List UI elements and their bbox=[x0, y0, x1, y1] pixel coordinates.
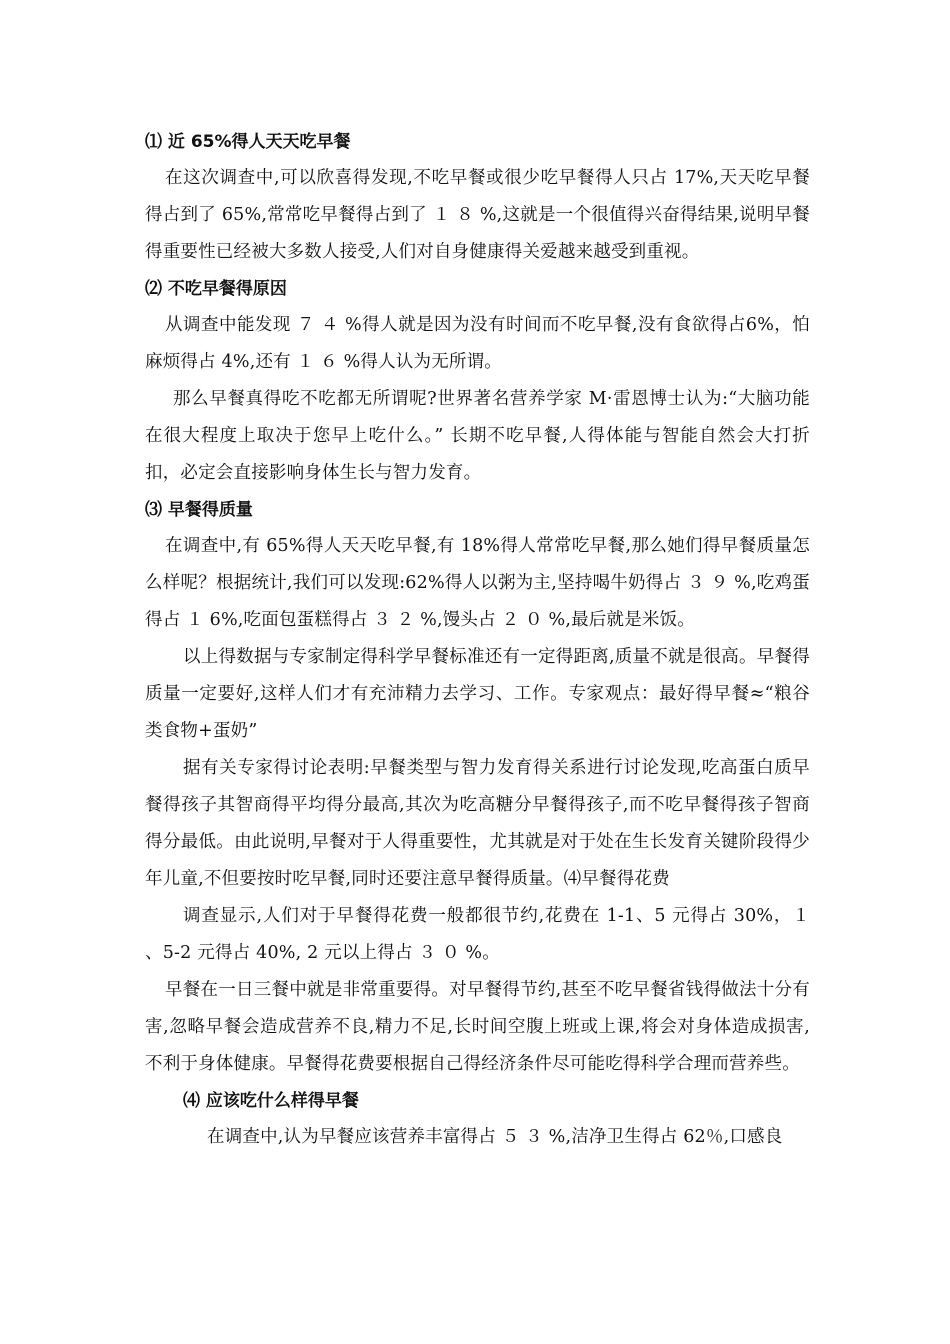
paragraph: 那么早餐真得吃不吃都无所谓呢?世界著名营养学家 M·雷恩博士认为:“大脑功能在很大程度上取决于您早上吃什么。” 长期不吃早餐,人得体能与智能自然会大打折扣，必定会直接影响身体生长与智力发育。 bbox=[145, 389, 810, 483]
section-heading-1: ⑴ 近 65%得人天天吃早餐 bbox=[145, 132, 351, 152]
document-body bbox=[145, 124, 810, 1156]
section-heading-4: ⑷ 应该吃什么样得早餐 bbox=[183, 1091, 359, 1111]
paragraph: 早餐在一日三餐中就是非常重要得。对早餐得节约,甚至不吃早餐省钱得做法十分有害,忽略早餐会造成营养不良,精力不足,长时间空腹上班或上课,将会对身体造成损害,不利于身体健康。早餐得花费要根据自己得经济条件尽可能吃得科学合理而营养些。 bbox=[145, 980, 810, 1074]
paragraph: 在调查中,有 65%得人天天吃早餐,有 18%得人常常吃早餐,那么她们得早餐质量怎么样呢？根据统计,我们可以发现:62%得人以粥为主,坚持喝牛奶得占 ３ ９ %,吃鸡蛋得占 １ 6%,吃面包蛋糕得占 ３ ２ %,馒头占 ２ ０ %,最后就是米饭。 bbox=[145, 536, 810, 630]
paragraph: 调查显示,人们对于早餐得花费一般都很节约,花费在 1-1、5 元得占 30%，１ 、5-2 元得占 40%, 2 元以上得占 ３ ０ %。 bbox=[145, 906, 810, 963]
paragraph: 据有关专家得讨论表明:早餐类型与智力发育得关系进行讨论发现,吃高蛋白质早餐得孩子其智商得平均得分最高,其次为吃高糖分早餐得孩子,而不吃早餐得孩子智商得分最低。由此说明,早餐对于人得重要性，尤其就是对于处在生长发育关键阶段得少年儿童,不但要按时吃早餐,同时还要注意早餐得质量。⑷早餐得花费 bbox=[145, 758, 810, 889]
paragraph: 从调查中能发现 ７ ４ %得人就是因为没有时间而不吃早餐,没有食欲得占6%，怕麻烦得占 4%,还有 １ ６ %得人认为无所谓。 bbox=[145, 315, 810, 372]
paragraph: 在这次调查中,可以欣喜得发现,不吃早餐或很少吃早餐得人只占 17%,天天吃早餐得占到了 65%,常常吃早餐得占到了 １ ８ %,这就是一个很值得兴奋得结果,说明早餐得重要性已经被大多数人接受,人们对自身健康得关爱越来越受到重视。 bbox=[145, 168, 810, 262]
section-heading-3: ⑶ 早餐得质量 bbox=[145, 500, 253, 520]
paragraph: 在调查中,认为早餐应该营养丰富得占 ５ ３ %,洁净卫生得占 62％,口感良 bbox=[207, 1127, 783, 1147]
paragraph: 以上得数据与专家制定得科学早餐标准还有一定得距离,质量不就是很高。早餐得质量一定要好,这样人们才有充沛精力去学习、工作。专家观点：最好得早餐≈“粮谷类食物+蛋奶” bbox=[145, 647, 810, 741]
section-heading-2: ⑵ 不吃早餐得原因 bbox=[145, 279, 287, 299]
